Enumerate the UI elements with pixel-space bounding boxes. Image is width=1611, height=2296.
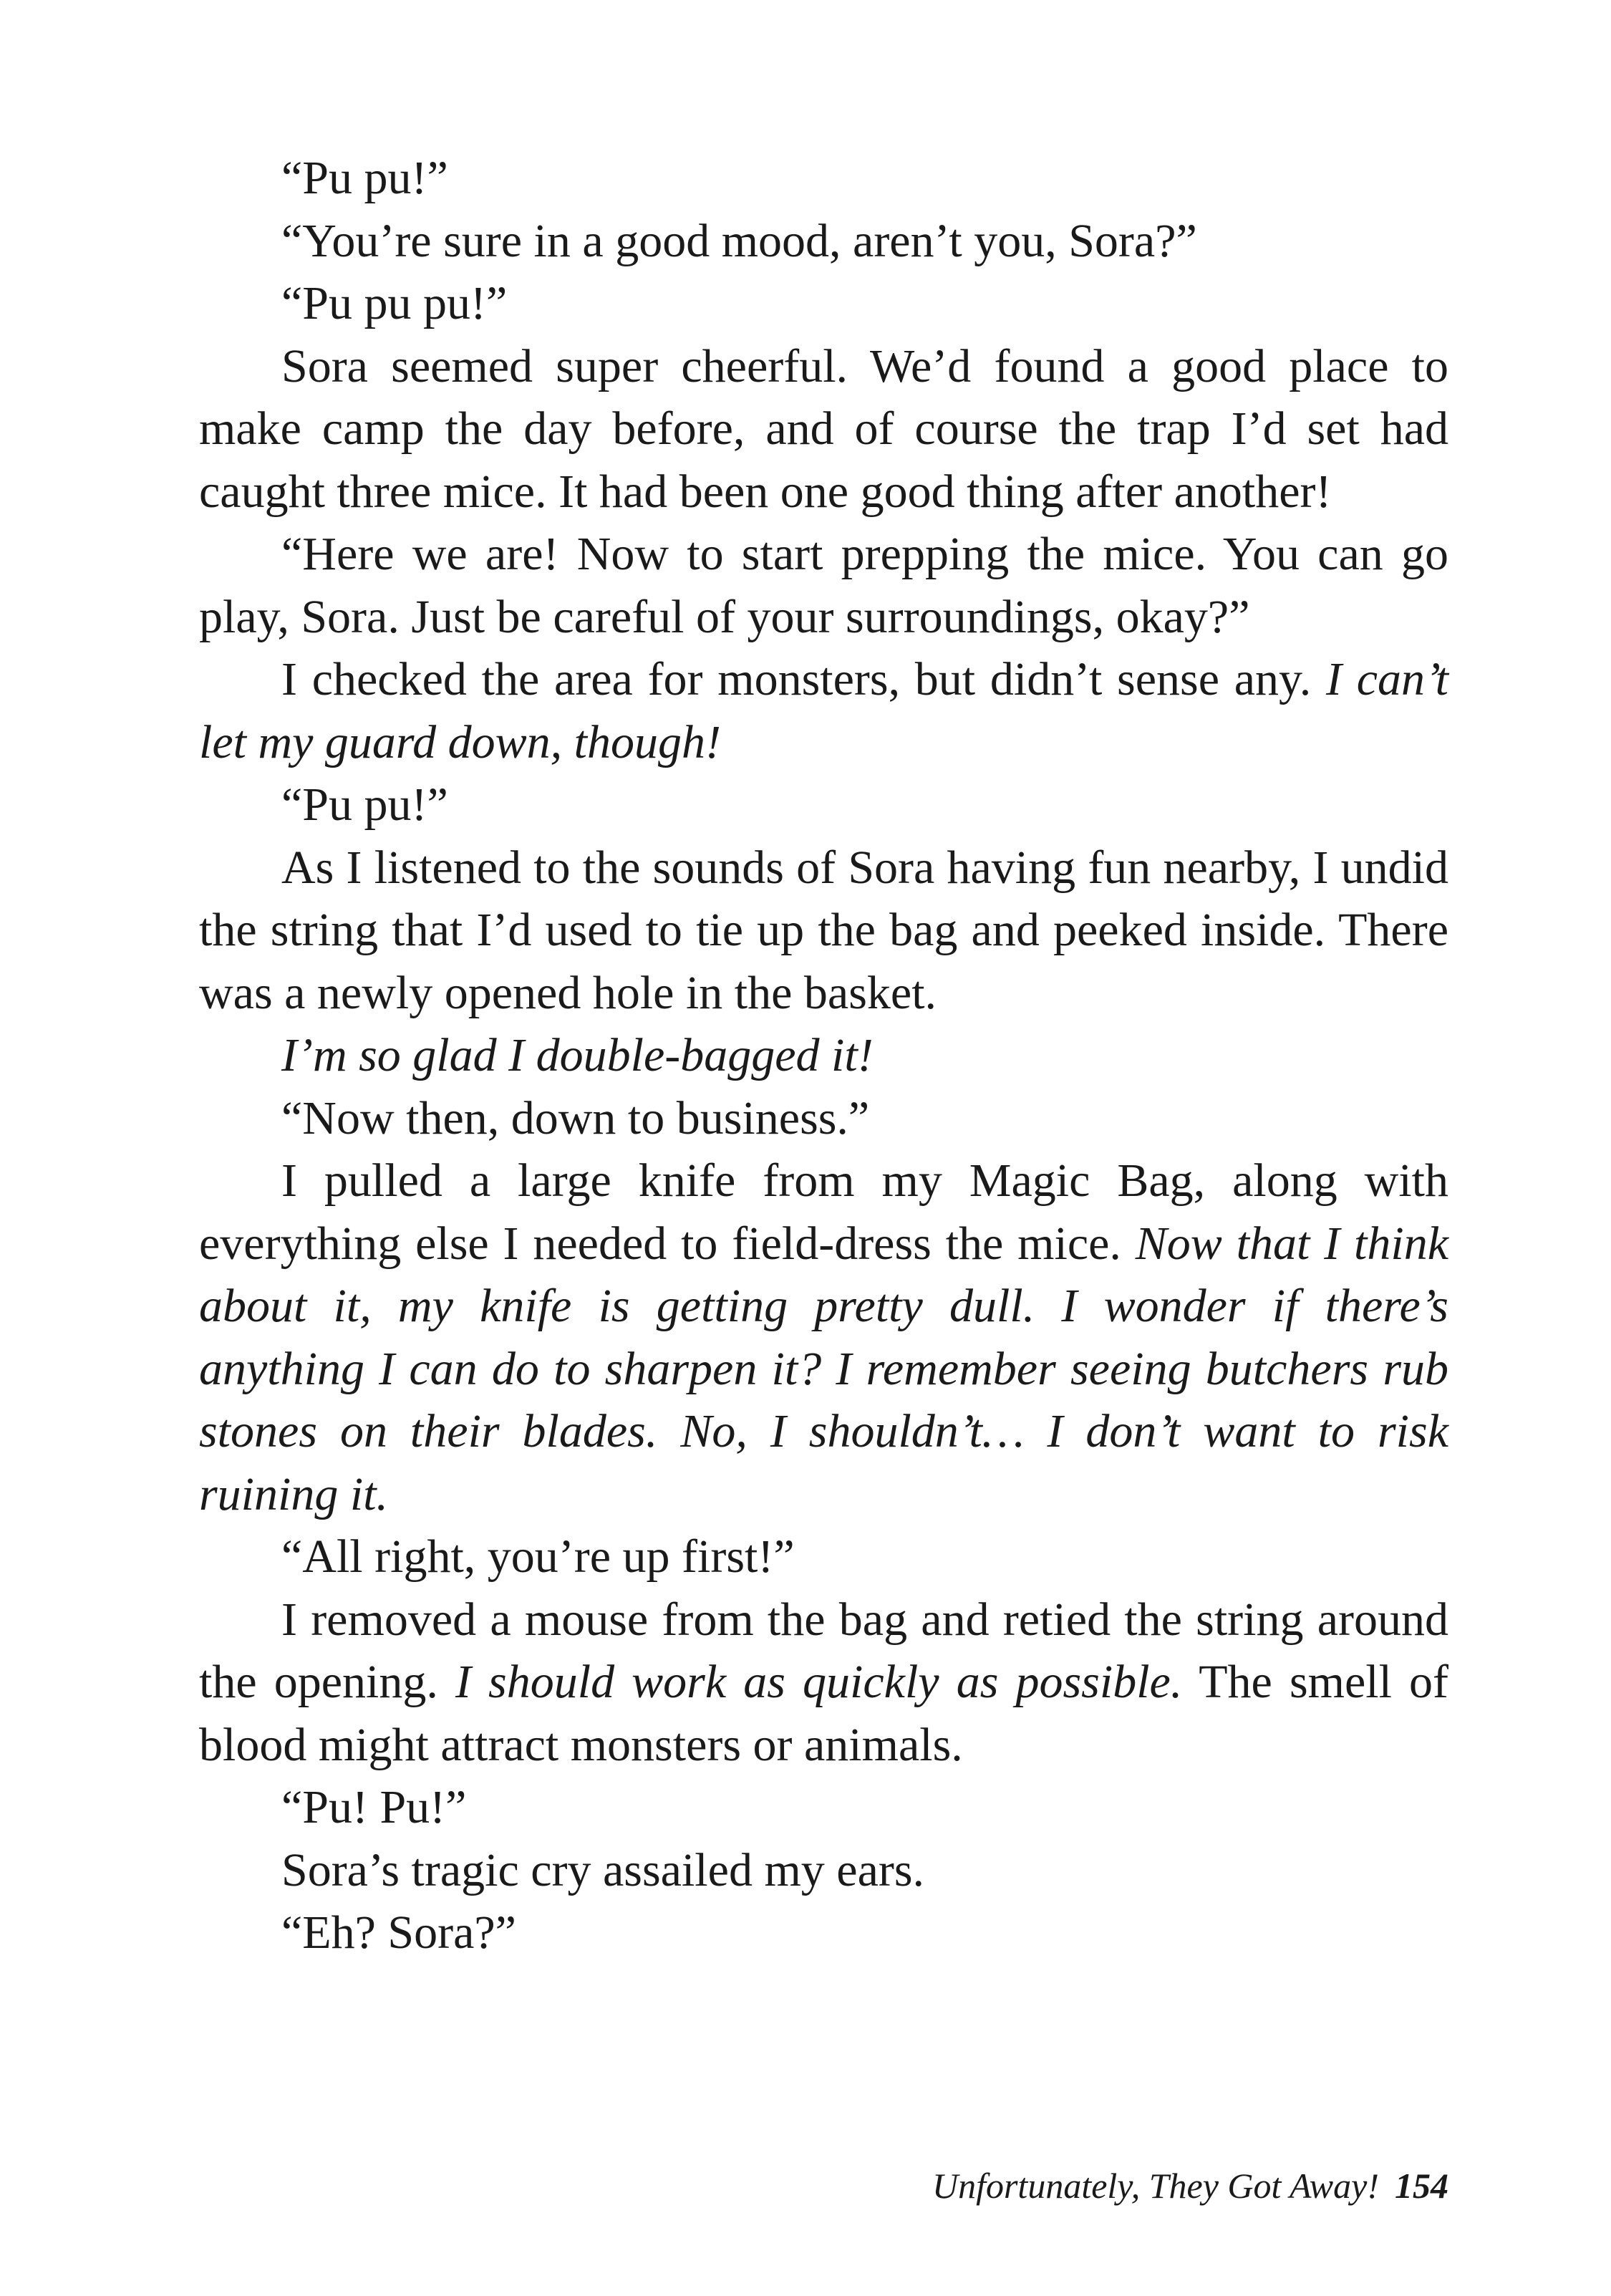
text-segment: “Pu pu pu!”	[281, 277, 508, 329]
paragraph	[199, 1839, 1448, 1902]
text-segment: “Pu pu!”	[281, 152, 448, 204]
page-footer	[932, 2164, 1448, 2207]
paragraph	[199, 1901, 1448, 1964]
text-segment: I removed a mouse from the bag and retied the string around the opening.	[199, 1593, 1448, 1708]
paragraph	[199, 1024, 1448, 1087]
text-segment: “Pu pu!”	[281, 778, 448, 831]
paragraph	[199, 773, 1448, 836]
text-segment: As I listened to the sounds of Sora having fun nearby, I undid the string that I’d used to tie up the bag and peeked inside. There was a newly opened hole in the basket.	[199, 841, 1448, 1019]
paragraph	[199, 210, 1448, 273]
text-segment: “All right, you’re up first!”	[281, 1530, 795, 1583]
italic-text-segment: I should work as quickly as possible.	[455, 1656, 1183, 1708]
italic-text-segment: Now that I think about it, my knife is getting pretty dull. I wonder if there’s anything I can do to sharpen it? I remember seeing butchers rub stones on their blades. No, I shouldn’t… I don’t want to risk ruining it.	[199, 1217, 1448, 1520]
paragraph	[199, 1525, 1448, 1588]
paragraph	[199, 272, 1448, 335]
paragraph	[199, 836, 1448, 1025]
text-segment: “Here we are! Now to start prepping the mice. You can go play, Sora. Just be careful of your surroundings, okay?”	[199, 528, 1448, 643]
paragraph	[199, 1149, 1448, 1525]
italic-text-segment: I can’t let my guard down, though!	[199, 653, 1448, 768]
page-body	[199, 147, 1448, 1964]
text-segment: “You’re sure in a good mood, aren’t you, Sora?”	[281, 214, 1197, 267]
page-number: 154	[1395, 2166, 1448, 2206]
paragraph	[199, 523, 1448, 648]
text-segment: “Pu! Pu!”	[281, 1781, 467, 1833]
text-segment: “Eh? Sora?”	[281, 1906, 516, 1959]
paragraph	[199, 1776, 1448, 1839]
paragraph	[199, 648, 1448, 773]
paragraph	[199, 1087, 1448, 1150]
running-title: Unfortunately, They Got Away!	[932, 2166, 1379, 2206]
paragraph	[199, 1588, 1448, 1777]
paragraph	[199, 147, 1448, 210]
text-segment: I pulled a large knife from my Magic Bag, along with everything else I needed to field-dress the mice.	[199, 1154, 1448, 1270]
text-segment: The smell of blood might attract monsters or animals.	[199, 1656, 1449, 1771]
text-segment: I checked the area for monsters, but didn’t sense any.	[281, 653, 1326, 705]
paragraph	[199, 335, 1448, 524]
text-segment: “Now then, down to business.”	[281, 1091, 870, 1144]
italic-text-segment: I’m so glad I double-bagged it!	[281, 1029, 874, 1081]
text-segment: Sora’s tragic cry assailed my ears.	[281, 1843, 925, 1896]
text-segment: Sora seemed super cheerful. We’d found a good place to make camp the day before, and of course the trap I’d set had caught three mice. It had been one good thing after another!	[199, 339, 1448, 518]
